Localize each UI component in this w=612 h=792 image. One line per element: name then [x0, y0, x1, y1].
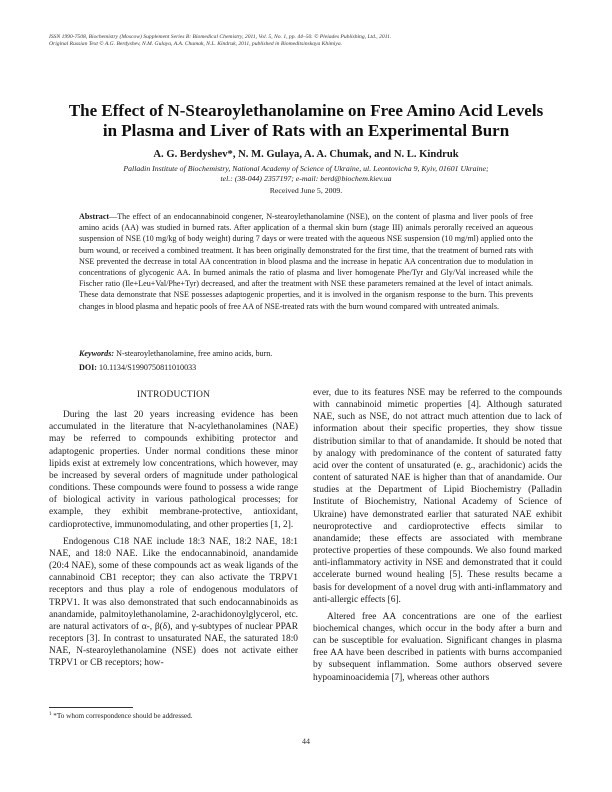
paragraph: Altered free AA concentrations are one of the earliest biochemical changes, which occur in the body after a burn and can be susceptible for evaluation. Significant changes in plasma free AA have been described in patients with burns accompanied by subsequent inflammation. Some authors observed severe hypoaminoacidemia [7], whereas other authors [313, 611, 562, 683]
running-head [49, 34, 569, 48]
keywords-text: N-stearoylethanolamine, free amino acids, burn. [114, 349, 273, 358]
running-head-line-1: ISSN 1990-7508, Biochemistry (Moscow) Supplement Series B: Biomedical Chemistry, 2011, Vol. 5, No. 1, pp. 44–50. © Pleiades Publishing, Ltd., 2011. [49, 34, 392, 40]
section-heading-introduction: INTRODUCTION [136, 390, 211, 400]
abstract-label: Abstract [79, 212, 110, 221]
received-date: Received June 5, 2009. [269, 186, 343, 195]
footnote [49, 710, 299, 721]
authors: A. G. Berdyshev*, N. M. Gulaya, A. A. Chumak, and N. L. Kindruk [153, 149, 459, 160]
left-column [49, 389, 298, 674]
title-line-1: The Effect of N-Stearoylethanolamine on Free Amino Acid Levels [68, 101, 544, 120]
doi [79, 362, 533, 373]
right-column [313, 387, 562, 689]
paragraph: Endogenous C18 NAE include 18:3 NAE, 18:2 NAE, 18:1 NAE, and 18:0 NAE. Like the endocannabinoid, anandamide (20:4 NAE), some of these compounds act as weak ligands of the cannabinoid CB1 receptor; they can also activate the TRPV1 receptors and thus play a role of endogenous modulators of TRPV1. It was also demonstrated that such endocannabinoids as anandamide, palmitoylethanolamine, 2-arachidonoylglycerol, etc. are natural activators of α-, β(δ), and γ-subtypes of nuclear PPAR receptors [3]. In contrast to unsaturated NAE, the saturated 18:0 NAE, N-stearoylethanolamine (NSE) does not activate either TRPV1 or CB receptors; how- [49, 536, 298, 669]
abstract-text: —The effect of an endocannabinoid congener, N-stearoylethanolamine (NSE), on the content of plasma and liver pools of free amino acids (AA) was studied in burned rats. After application of a thermal skin burn (stage III) animals perorally received an aqueous suspension of NSE (10 mg/kg of body weight) during 7 days or were treated with the aqueous NSE suspension (10 mg/ml) applied onto the burn wound, or received a combined treatment. It has been originally demonstrated for the first time, that the treatment of burned rats with NSE prevented the decrease in total AA concentration in blood plasma and the increase in hepatic AA concentration due to modulation in concentrations of glycogenic AA. In burned animals the ratio of plasma and liver homogenate Phe/Tyr and Gly/Val increased while the Fischer ratio (Ile+Leu+Val/Phe+Tyr) decreased, and after the treatment with NSE these parameters remained at the level of intact animals. These data demonstrate that NSE possesses adaptogenic properties, and it is involved in the organism response to the burn. This prevents changes in blood plasma and hepatic pools of free AA of NSE-treated rats with the burn wound compared with untreated animals. [79, 212, 533, 311]
paragraph: During the last 20 years increasing evidence has been accumulated in the literature that N-acylethanolamines (NAE) may be referred to compounds exhibiting protector and adaptogenic properties. Under normal conditions these minor lipids exist at extremely low concentrations, which however, may be increased by several orders of magnitude under pathological conditions. These compounds were found to possess a wide range of biological activity in various pathological processes; for example, they exhibit membrane-protective, antioxidant, cardioprotective, immunomodulating, and other properties [1, 2]. [49, 410, 298, 530]
title-line-2: in Plasma and Liver of Rats with an Experimental Burn [102, 121, 510, 140]
abstract [79, 211, 533, 312]
affiliation-line-2: tel.: (38-044) 2357197; e-mail: berd@biochem.kiev.ua [220, 174, 392, 183]
paragraph: ever, due to its features NSE may be referred to the compounds with cannabinoid mimetic properties [4]. Although saturated NAE, such as NSE, do not attract much attention due to lack of information about their specific properties, they show tissue distribution similar to that of anandamide. It should be noted that by analogy with predominance of the content of saturated fatty acid over the content of unsaturated (e. g., arachidonic) acids the content of saturated NAE is higher than that of anandamide. Our studies at the Department of Lipid Biochemistry (Palladin Institute of Biochemistry, National Academy of Science of Ukraine) have demonstrated earlier that saturated NAE exhibit neuroprotective and cardioprotective effects similar to anandamide; these effects are associated with membrane protective properties of these compounds. We also found marked anti-inflammatory activity in NSE and demonstrated that it could accelerate burned wound healing [5]. These results became a basis for development of a novel drug with anti-inflammatory and anti-allergic effects [6]. [313, 388, 562, 605]
doi-value: 10.1134/S1990750811010033 [97, 363, 197, 372]
footnote-divider [49, 707, 133, 708]
affiliation [40, 164, 572, 184]
affiliation-line-1: Palladin Institute of Biochemistry, National Academy of Science of Ukraine, ul. Leontovicha 9, Kyiv, 01601 Ukraine; [123, 164, 489, 173]
footnote-text: *To whom correspondence should be addressed. [51, 712, 193, 720]
footnote-marker: 1 [49, 712, 52, 717]
keywords-label: Keywords: [79, 349, 115, 358]
running-head-line-2: Original Russian Text © A.G. Berdyshev, N.M. Gulaya, A.A. Chumak, N.L. Kindruk, 2011, published in Biomeditsinskaya Khimiya. [49, 41, 343, 48]
keywords [79, 348, 533, 359]
doi-label: DOI: [79, 363, 97, 372]
page-number: 44 [302, 737, 310, 746]
article-title [20, 101, 592, 141]
